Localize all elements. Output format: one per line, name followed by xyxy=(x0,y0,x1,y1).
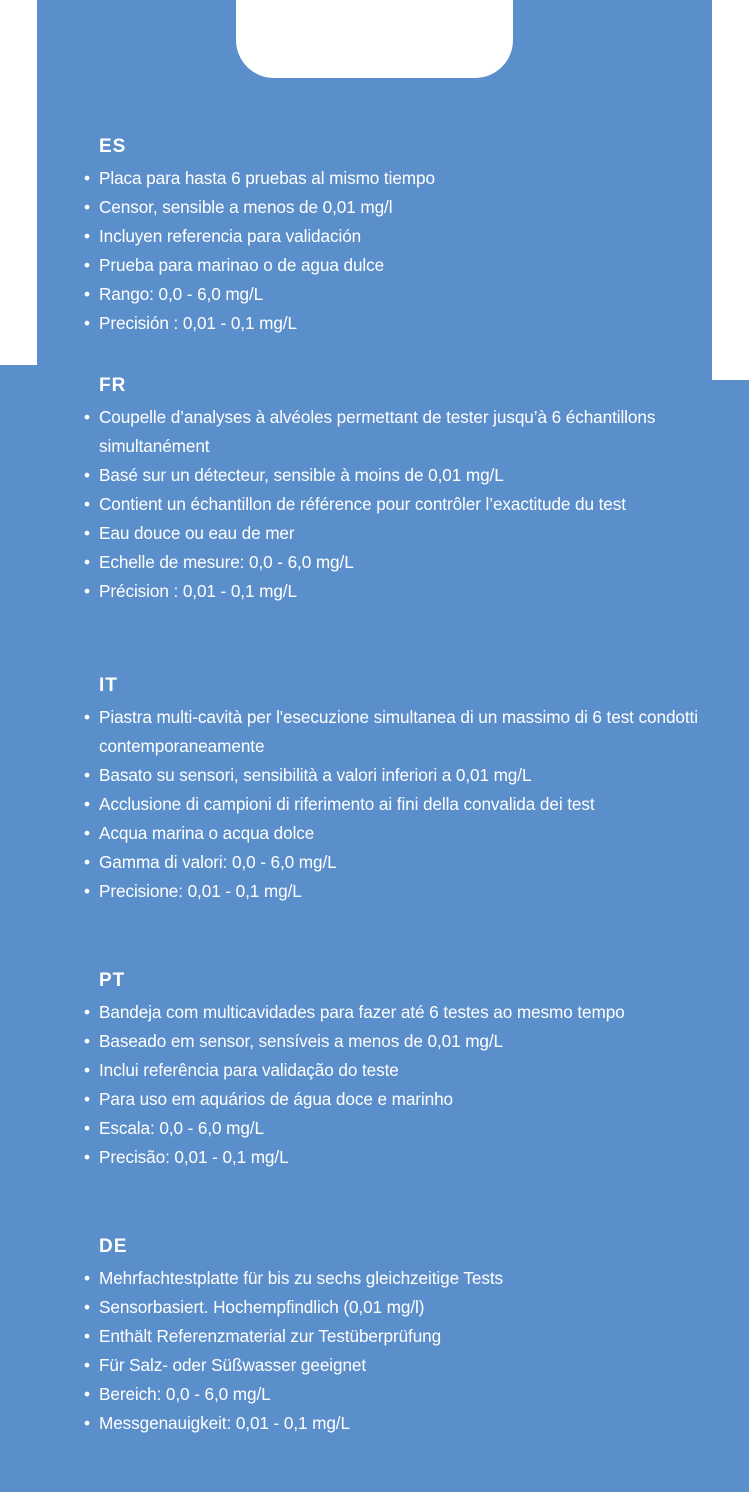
list-item: • Contient un échantillon de référence pour contrôler l’exactitude du test xyxy=(82,490,702,519)
bullet-icon: • xyxy=(84,765,90,785)
language-code: ES xyxy=(99,136,127,157)
feature-list xyxy=(82,703,702,906)
bullet-icon: • xyxy=(84,1089,90,1109)
bullet-icon: • xyxy=(84,407,90,427)
bullet-icon: • xyxy=(84,794,90,814)
bullet-icon: • xyxy=(84,881,90,901)
bullet-icon: • xyxy=(84,852,90,872)
list-item: • Baseado em sensor, sensíveis a menos de 0,01 mg/L xyxy=(82,1027,702,1056)
list-item: • Piastra multi-cavità per l'esecuzione simultanea di un massimo di 6 test condotti contemporaneamente xyxy=(82,703,702,761)
bullet-icon: • xyxy=(84,581,90,601)
bullet-icon: • xyxy=(84,168,90,188)
feature-list xyxy=(82,1264,702,1438)
bullet-icon: • xyxy=(84,197,90,217)
language-code: PT xyxy=(99,970,126,991)
bullet-icon: • xyxy=(84,1147,90,1167)
bullet-icon: • xyxy=(84,255,90,275)
bullet-icon: • xyxy=(84,1031,90,1051)
list-item: • Inclui referência para validação do teste xyxy=(82,1056,702,1085)
bullet-icon: • xyxy=(84,313,90,333)
language-code: DE xyxy=(99,1236,128,1257)
language-code: FR xyxy=(99,375,127,396)
list-item: • Precisão: 0,01 - 0,1 mg/L xyxy=(82,1143,702,1172)
list-item: • Escala: 0,0 - 6,0 mg/L xyxy=(82,1114,702,1143)
bullet-icon: • xyxy=(84,707,90,727)
bullet-icon: • xyxy=(84,226,90,246)
list-item: • Coupelle d’analyses à alvéoles permettant de tester jusqu’à 6 échantillons simultanément xyxy=(82,403,702,461)
list-item: • Acqua marina o acqua dolce xyxy=(82,819,702,848)
list-item: • Eau douce ou eau de mer xyxy=(82,519,702,548)
list-item: • Für Salz- oder Süßwasser geeignet xyxy=(82,1351,702,1380)
bullet-icon: • xyxy=(84,284,90,304)
list-item: • Basé sur un détecteur, sensible à moins de 0,01 mg/L xyxy=(82,461,702,490)
list-item: • Para uso em aquários de água doce e marinho xyxy=(82,1085,702,1114)
feature-list xyxy=(82,164,702,338)
list-item: • Messgenauigkeit: 0,01 - 0,1 mg/L xyxy=(82,1409,702,1438)
list-item: • Incluyen referencia para validación xyxy=(82,222,702,251)
bullet-icon: • xyxy=(84,465,90,485)
feature-list xyxy=(82,998,702,1172)
bullet-icon: • xyxy=(84,1268,90,1288)
list-item: • Rango: 0,0 - 6,0 mg/L xyxy=(82,280,702,309)
bullet-icon: • xyxy=(84,1297,90,1317)
section-es xyxy=(82,134,702,338)
list-item: • Prueba para marinao o de agua dulce xyxy=(82,251,702,280)
section-it xyxy=(82,673,702,906)
list-item: • Acclusione di campioni di riferimento ai fini della convalida dei test xyxy=(82,790,702,819)
bullet-icon: • xyxy=(84,823,90,843)
list-item: • Sensorbasiert. Hochempfindlich (0,01 mg/l) xyxy=(82,1293,702,1322)
bullet-icon: • xyxy=(84,1060,90,1080)
list-item: • Placa para hasta 6 pruebas al mismo tiempo xyxy=(82,164,702,193)
list-item: • Bereich: 0,0 - 6,0 mg/L xyxy=(82,1380,702,1409)
section-pt xyxy=(82,968,702,1172)
list-item: • Echelle de mesure: 0,0 - 6,0 mg/L xyxy=(82,548,702,577)
section-de xyxy=(82,1234,702,1438)
list-item: • Basato su sensori, sensibilità a valori inferiori a 0,01 mg/L xyxy=(82,761,702,790)
list-item: • Enthält Referenzmaterial zur Testüberprüfung xyxy=(82,1322,702,1351)
bullet-icon: • xyxy=(84,1118,90,1138)
bullet-icon: • xyxy=(84,1413,90,1433)
language-code: IT xyxy=(99,675,118,696)
bullet-icon: • xyxy=(84,523,90,543)
list-item: • Précision : 0,01 - 0,1 mg/L xyxy=(82,577,702,606)
bullet-icon: • xyxy=(84,1384,90,1404)
bullet-icon: • xyxy=(84,494,90,514)
list-item: • Bandeja com multicavidades para fazer até 6 testes ao mesmo tempo xyxy=(82,998,702,1027)
bullet-icon: • xyxy=(84,552,90,572)
list-item: • Gamma di valori: 0,0 - 6,0 mg/L xyxy=(82,848,702,877)
list-item: • Censor, sensible a menos de 0,01 mg/l xyxy=(82,193,702,222)
list-item: • Precisión : 0,01 - 0,1 mg/L xyxy=(82,309,702,338)
list-item: • Precisione: 0,01 - 0,1 mg/L xyxy=(82,877,702,906)
bullet-icon: • xyxy=(84,1002,90,1022)
list-item: • Mehrfachtestplatte für bis zu sechs gleichzeitige Tests xyxy=(82,1264,702,1293)
bullet-icon: • xyxy=(84,1326,90,1346)
bullet-icon: • xyxy=(84,1355,90,1375)
feature-list xyxy=(82,403,702,606)
section-fr xyxy=(82,373,702,606)
